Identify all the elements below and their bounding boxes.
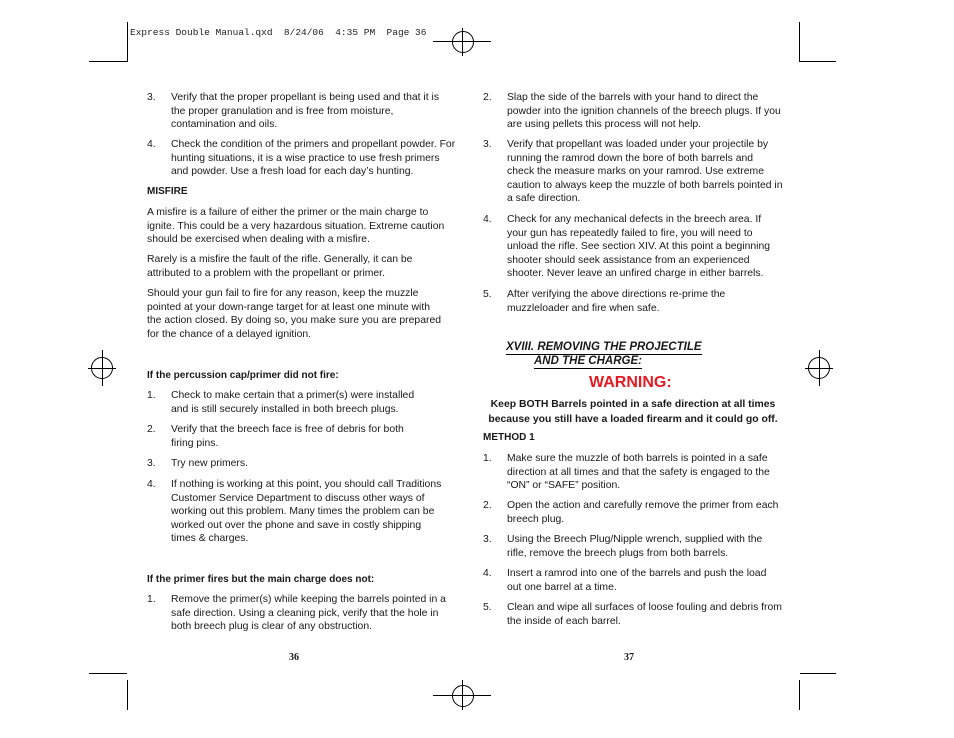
right-list-a-line: caution to always keep the muzzle of both barrels pointed in (507, 179, 783, 191)
item-text (171, 457, 248, 471)
right-list-a-line: After verifying the above directions re-prime the (507, 289, 726, 300)
right-list-a-line: shooter should seek assistance from an experienced (507, 254, 750, 266)
item-text (171, 138, 455, 179)
left-para1-line: should be exercised when dealing with a misfire. (147, 234, 370, 246)
item-text (507, 567, 766, 594)
right-list-b-line: Insert a ramrod into one of the barrels and push the load (507, 568, 767, 579)
right-list-a-line: a safe direction. (507, 193, 581, 205)
right-list-b-line: direction at all times and that the safety is engaged to the (507, 466, 770, 478)
left-para1-line: A misfire is a failure of either the primer or the main charge to (147, 207, 429, 218)
item-number: 2. (147, 424, 156, 435)
item-number: 1. (147, 390, 156, 401)
document-slug: Express Double Manual.qxd 8/24/06 4:35 PM Page 36 (130, 27, 427, 38)
item-number: 4. (483, 214, 492, 225)
right-list-a-line: running the ramrod down the bore of both barrels and (507, 152, 754, 164)
item-number: 3. (147, 92, 156, 103)
left-para1-line: ignite. This could be a very hazardous situation. Extreme caution (147, 220, 445, 232)
item-text (171, 389, 414, 416)
right-list-a-line: Verify that propellant was loaded under your projectile by (507, 139, 769, 150)
warning-text (483, 397, 783, 427)
right-list-a-line: powder into the ignition channels of the breech plugs. If you (507, 105, 781, 117)
left-list-a-line: Verify that the proper propellant is being used and that it is (171, 92, 440, 103)
section-title-line-2: AND THE CHARGE: (534, 355, 642, 367)
left-list-b-line: worked out over the phone and save in costly shipping (171, 519, 422, 531)
right-list-b-line: Using the Breech Plug/Nipple wrench, supplied with the (507, 534, 763, 545)
left-list-c-line: both breech plug is clear of any obstruction. (171, 621, 373, 633)
right-list-a-line: shooter. Never leave an unfired charge in either barrels. (507, 268, 764, 280)
item-number: 3. (147, 458, 156, 469)
right-list-b-line: out one barrel at a time. (507, 581, 617, 593)
right-list-b-line: rifle, remove the breech plugs from both barrels. (507, 547, 729, 559)
item-number: 4. (147, 139, 156, 150)
item-text (507, 213, 770, 281)
left-list-b-line: If nothing is working at this point, you should call Traditions (171, 479, 442, 490)
misfire-paragraph-1 (147, 206, 444, 247)
left-list-b-line: and is still securely installed in both breech plugs. (171, 403, 399, 415)
right-list-a-line: are using pellets this process will not help. (507, 119, 702, 131)
item-number: 5. (483, 602, 492, 613)
right-page (483, 0, 788, 738)
item-text (507, 288, 725, 315)
right-list-a-line: check the measure marks on your ramrod. Use extreme (507, 166, 764, 178)
left-list-b-line: firing pins. (171, 437, 219, 449)
misfire-paragraph-2 (147, 253, 412, 280)
item-text (507, 533, 762, 560)
item-number: 4. (483, 568, 492, 579)
item-number: 3. (483, 534, 492, 545)
right-list-b-line: Open the action and carefully remove the primer from each (507, 500, 779, 511)
item-text (507, 452, 770, 493)
item-text (507, 499, 778, 526)
right-list-b-line: breech plug. (507, 513, 565, 525)
section-title (506, 341, 702, 369)
left-para2-line: attributed to a problem with the propellant or primer. (147, 267, 385, 279)
left-list-a-line: the proper granulation and is free from moisture, (171, 105, 394, 117)
right-list-a-line: Slap the side of the barrels with your hand to direct the (507, 92, 759, 103)
item-text (507, 91, 781, 132)
left-para3-line: Should your gun fail to fire for any reason, keep the muzzle (147, 288, 419, 299)
page-number-right: 37 (624, 652, 634, 663)
method-heading: METHOD 1 (483, 432, 535, 443)
left-list-b-line: Check to make certain that a primer(s) were installed (171, 390, 415, 401)
item-number: 2. (483, 92, 492, 103)
left-para3-line: for the chance of a delayed ignition. (147, 328, 312, 340)
right-list-b-line: the inside of each barrel. (507, 615, 621, 627)
left-list-c-line: Remove the primer(s) while keeping the barrels pointed in a (171, 594, 446, 605)
left-list-b-line: working out this problem. Many times the problem can be (171, 506, 435, 518)
right-list-b-line: Make sure the muzzle of both barrels is pointed in a safe (507, 453, 768, 464)
item-number: 1. (483, 453, 492, 464)
left-para3-line: the action closed. By doing so, you make sure you are prepared (147, 315, 441, 327)
right-list-a-line: unload the rifle. See section XIV. At this point a beginning (507, 241, 771, 253)
warning-label: WARNING: (589, 374, 672, 391)
right-list-a-line: Check for any mechanical defects in the breech area. If (507, 214, 762, 225)
right-list-a-line: muzzleloader and fire when safe. (507, 302, 660, 314)
item-number: 1. (147, 594, 156, 605)
page-number-left: 36 (289, 652, 299, 663)
warning-line: Keep BOTH Barrels pointed in a safe direction at all times (490, 399, 776, 410)
left-list-c-line: safe direction. Using a cleaning pick, verify that the hole in (171, 607, 439, 619)
left-list-b-line: Try new primers. (171, 458, 248, 469)
item-text (507, 601, 782, 628)
item-text (171, 91, 439, 132)
misfire-heading: MISFIRE (147, 186, 188, 197)
cap-heading: If the percussion cap/primer did not fire: (147, 370, 339, 381)
left-list-b-line: times & charges. (171, 533, 249, 545)
item-number: 5. (483, 289, 492, 300)
item-number: 3. (483, 139, 492, 150)
item-text (171, 423, 404, 450)
left-list-b-line: Verify that the breech face is free of debris for both (171, 424, 404, 435)
item-text (171, 478, 441, 546)
section-title-line-1: XVIII. REMOVING THE PROJECTILE (506, 341, 702, 353)
left-para2-line: Rarely is a misfire the fault of the rifle. Generally, it can be (147, 254, 413, 265)
left-list-a-line: hunting situations, it is a wise practice to use fresh primers (171, 152, 440, 164)
item-number: 2. (483, 500, 492, 511)
item-number: 4. (147, 479, 156, 490)
right-list-a-line: your gun has repeatedly failed to fire, you will need to (507, 227, 753, 239)
right-list-b-line: “ON” or “SAFE” position. (507, 480, 621, 492)
right-list-b-line: Clean and wipe all surfaces of loose fouling and debris from (507, 602, 782, 613)
misfire-paragraph-3 (147, 287, 441, 341)
item-text (507, 138, 783, 206)
left-list-a-line: Check the condition of the primers and propellant powder. For (171, 139, 456, 150)
fires-heading: If the primer fires but the main charge does not: (147, 574, 375, 585)
left-list-b-line: Customer Service Department to discuss other ways of (171, 492, 425, 504)
left-page (147, 0, 456, 738)
left-para3-line: pointed at your down-range target for at least one minute with (147, 301, 431, 313)
warning-line: because you still have a loaded firearm and it could go off. (488, 414, 778, 425)
item-text (171, 593, 446, 634)
left-list-a-line: contamination and oils. (171, 119, 278, 131)
left-list-a-line: and powder. Use a fresh load for each day’s hunting. (171, 166, 414, 178)
